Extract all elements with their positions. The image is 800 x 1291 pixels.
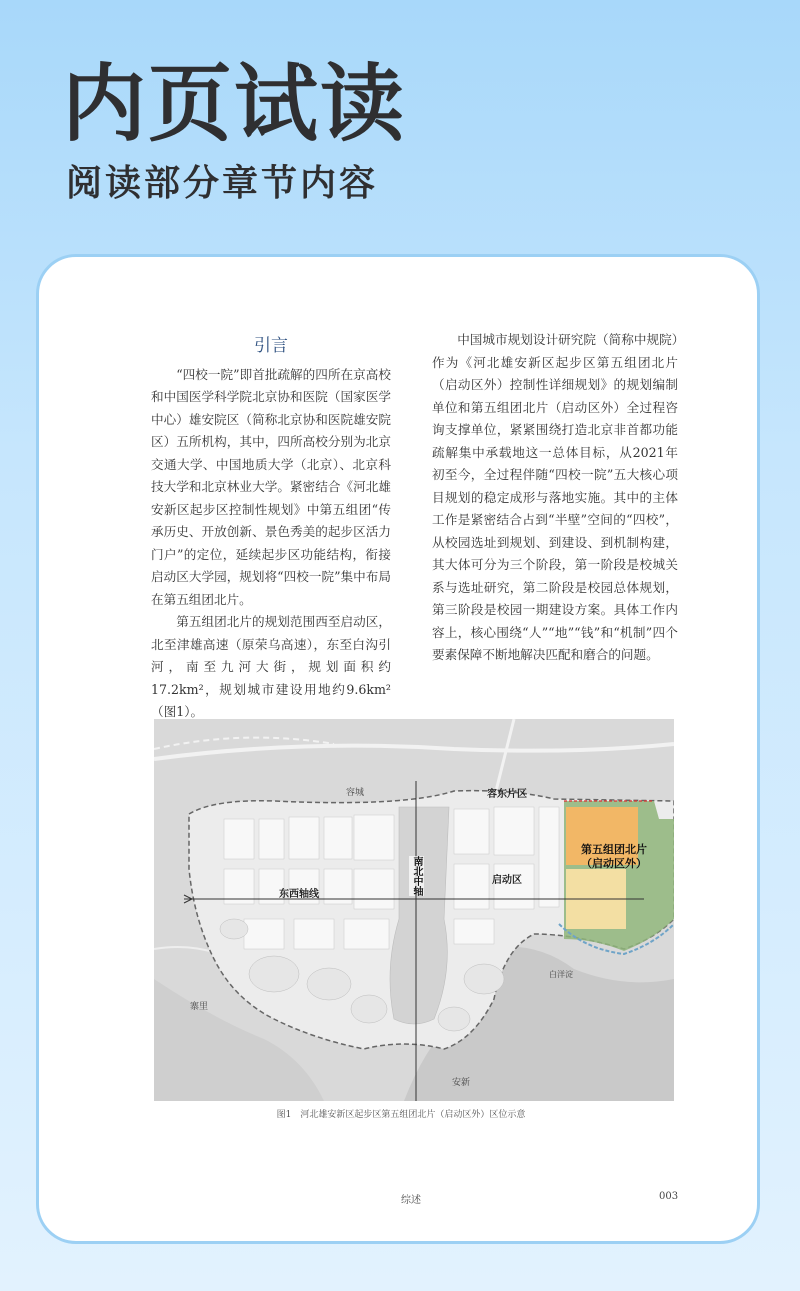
paragraph: 第五组团北片的规划范围西至启动区，北至津雄高速（原荣乌高速），东至白沟引河，南至九河大街，规划面积约17.2km²，规划城市建设用地约9.6km²（图1）。 <box>151 614 391 719</box>
map-label-axis-ns: 南北中轴 <box>411 856 422 896</box>
location-map <box>154 719 674 1101</box>
left-column <box>151 335 391 724</box>
map-label-axis-ew: 东西轴线 <box>279 889 319 900</box>
map-label-rongdong: 容东片区 <box>487 789 527 800</box>
book-page-card <box>36 254 760 1244</box>
promo-title: 内页试读 <box>62 55 407 153</box>
section-heading: 引言 <box>254 336 288 356</box>
paragraph: 中国城市规划设计研究院（简称中规院）作为《河北雄安新区起步区第五组团北片（启动区外）控制性详细规划》的规划编制单位和第五组团北片（启动区外）全过程咨询支撑单位，紧紧围绕打造北京非首都功能疏解集中承载地这一总体目标，从2021年初至今，全过程伴随“四校一院”五大核心项目规划的稳定成形与落地实施。其中的主体工作是紧密结合占到“半壁”空间的“四校”，从校园选址到规划、到建设、到机制构建，其大体可分为三个阶段，第一阶段是校城关系与选址研究，第二阶段是校园总体规划，第三阶段是校园一期建设方案。具体工作内容上，核心围绕“人”“地”“钱”和“机制”四个要素保障不断地解决匹配和磨合的问题。 <box>432 332 678 662</box>
paragraph: “四校一院”即首批疏解的四所在京高校和中国医学科学院北京协和医院（国家医学中心）雄安院区（简称北京协和医院雄安院区）五所机构，其中，四所高校分别为北京交通大学、中国地质大学（北京）、北京科技大学和北京林业大学。紧密结合《河北雄安新区起步区控制性规划》中第五组团“传承历史、开放创新、景色秀美的起步区活力门户”的定位，延续起步区功能结构，衔接启动区大学园，规划将“四校一院”集中布局在第五组团北片。 <box>151 366 391 607</box>
map-label-anxin: 安新 <box>452 1077 471 1087</box>
right-column <box>432 329 678 667</box>
figure-caption: 图1 河北雄安新区起步区第五组团北片（启动区外）区位示意 <box>276 1110 526 1120</box>
map-graphic <box>154 719 674 1101</box>
map-label-jiali: 寨里 <box>190 1001 209 1011</box>
map-label-group5-sub: （启动区外） <box>581 858 647 870</box>
map-label-qidong: 启动区 <box>492 875 522 886</box>
map-label-baiyangdian: 白洋淀 <box>549 970 573 979</box>
page-number: 003 <box>659 1191 679 1202</box>
promo-subtitle: 阅读部分章节内容 <box>66 163 379 204</box>
map-label-rongcheng: 容城 <box>346 787 365 797</box>
map-label-group5-name: 第五组团北片 <box>581 844 647 856</box>
map-label-group5 <box>566 843 662 871</box>
running-footer: 综述 <box>401 1195 421 1206</box>
